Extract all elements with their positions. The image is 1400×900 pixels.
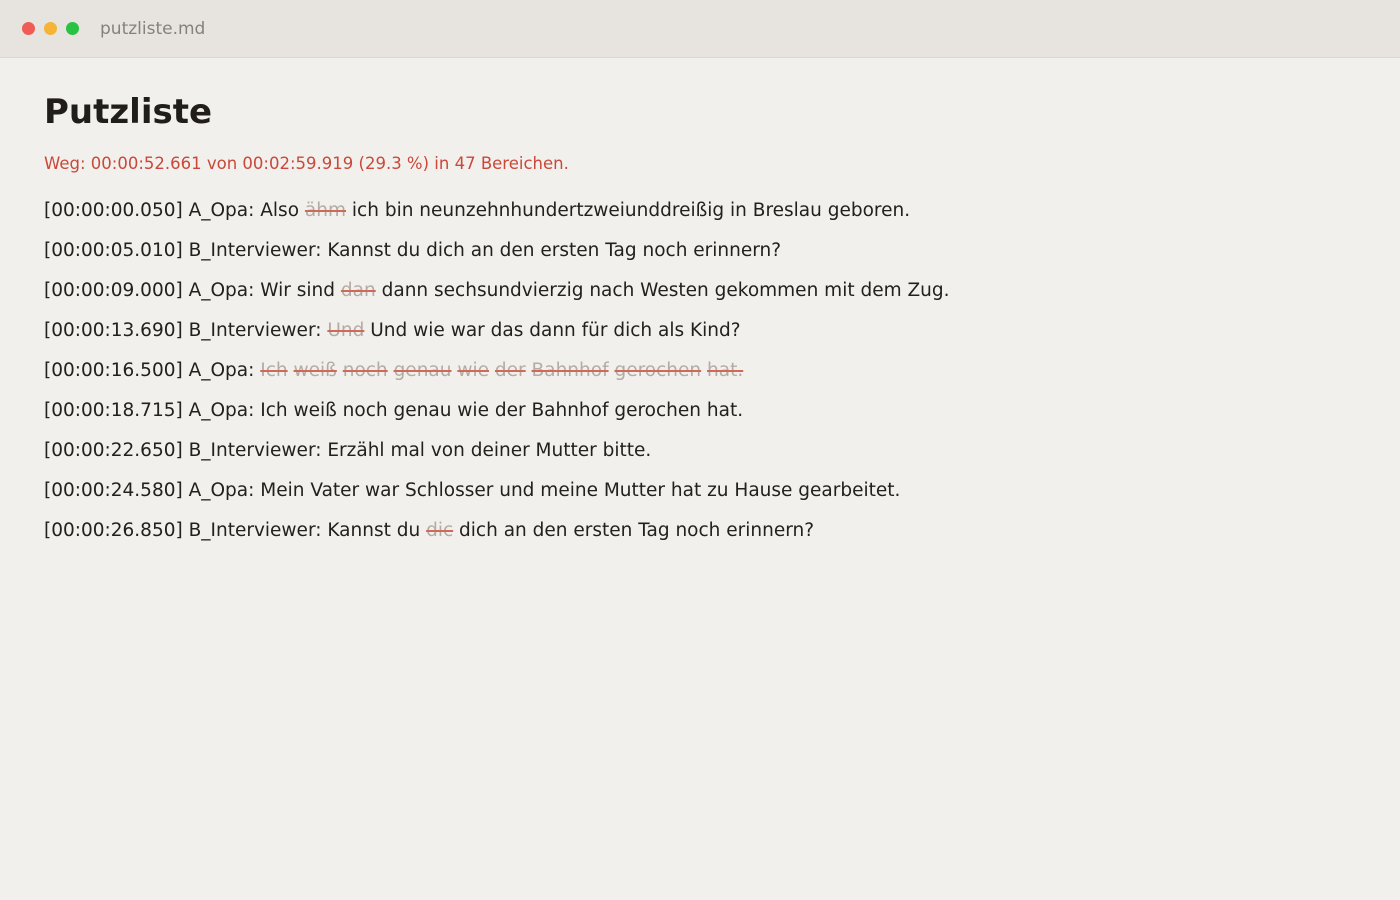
line-timestamp-speaker: [00:00:24.580] A_Opa: [44,480,255,501]
kept-text: Kannst du dich an den ersten Tag noch erinnern? [327,240,782,261]
line-timestamp-speaker: [00:00:16.500] A_Opa: [44,360,255,381]
kept-text: Mein Vater war Schlosser und meine Mutter hat zu Hause gearbeitet. [260,480,901,501]
kept-text: Ich weiß noch genau wie der Bahnhof gerochen hat. [260,400,744,421]
transcript-line [44,479,950,519]
deleted-text: dan [340,280,376,301]
kept-text: Erzähl mal von deiner Mutter bitte. [327,440,652,461]
removed-time-summary: Weg: 00:00:52.661 von 00:02:59.919 (29.3 %) in 47 Bereichen. [44,154,569,173]
line-timestamp-speaker: [00:00:22.650] B_Interviewer: [44,440,322,461]
transcript-line [44,519,950,559]
transcript-line [44,279,950,319]
kept-text: Wir sind [260,280,336,301]
transcript-line [44,239,950,279]
kept-text: dich an den ersten Tag noch erinnern? [459,520,815,541]
line-timestamp-speaker: [00:00:13.690] B_Interviewer: [44,320,322,341]
transcript-line [44,319,950,359]
window-title: putzliste.md [100,19,206,39]
deleted-text: Ich weiß noch genau wie der Bahnhof gerochen hat. [260,360,744,381]
minimize-window-button[interactable] [44,22,57,35]
deleted-text: ähm [304,200,347,221]
line-timestamp-speaker: [00:00:05.010] B_Interviewer: [44,240,322,261]
line-timestamp-speaker: [00:00:18.715] A_Opa: [44,400,255,421]
document-heading: Putzliste [44,92,213,132]
transcript-line [44,399,950,439]
kept-text: Also [260,200,300,221]
line-timestamp-speaker: [00:00:00.050] A_Opa: [44,200,255,221]
title-bar [0,0,1400,58]
transcript-line [44,359,950,399]
line-timestamp-speaker: [00:00:26.850] B_Interviewer: [44,520,322,541]
transcript-lines [44,199,950,559]
kept-text: dann sechsundvierzig nach Westen gekommen mit dem Zug. [381,280,950,301]
line-timestamp-speaker: [00:00:09.000] A_Opa: [44,280,255,301]
deleted-text: dic [426,520,454,541]
maximize-window-button[interactable] [66,22,79,35]
kept-text: Und wie war das dann für dich als Kind? [370,320,741,341]
kept-text: Kannst du [327,520,421,541]
close-window-button[interactable] [22,22,35,35]
transcript-line [44,199,950,239]
deleted-text: Und [327,320,365,341]
transcript-line [44,439,950,479]
kept-text: ich bin neunzehnhundertzweiunddreißig in Breslau geboren. [351,200,911,221]
